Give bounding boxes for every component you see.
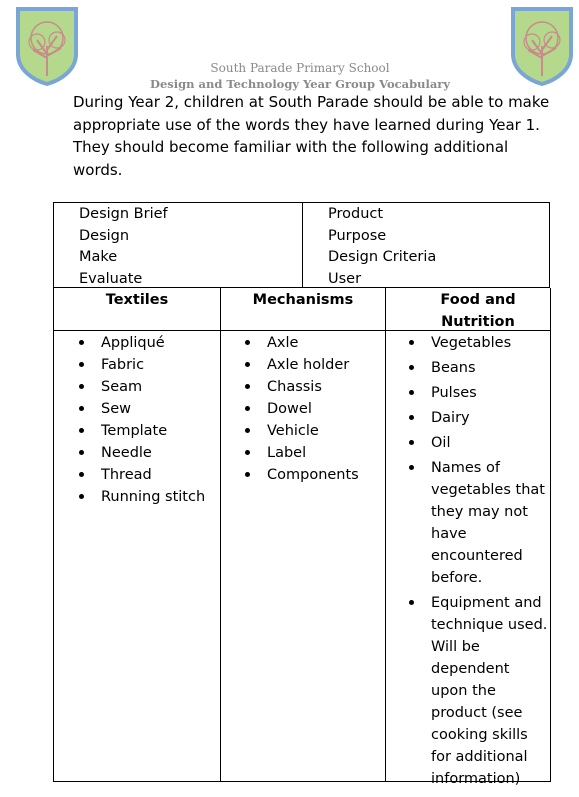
- term: Design: [79, 227, 130, 244]
- list-item: Dowel: [240, 398, 385, 420]
- term: Product: [328, 206, 384, 222]
- list-item: Axle holder: [240, 354, 385, 376]
- term: Design Brief: [79, 206, 168, 222]
- term: Purpose: [328, 227, 387, 244]
- list-item: Label: [240, 442, 385, 464]
- list-item: Seam: [74, 376, 220, 398]
- list-item: Axle: [240, 332, 385, 354]
- list-item: Pulses: [404, 382, 550, 404]
- list-item: Names of vegetables that they may not have encountered before.: [404, 457, 550, 589]
- list-item: Appliqué: [74, 332, 220, 354]
- list-item: Vegetables: [404, 332, 550, 354]
- textiles-list: [74, 332, 220, 508]
- term: User: [328, 270, 362, 287]
- list-item: Needle: [74, 442, 220, 464]
- intro-paragraph: During Year 2, children at South Parade should be able to make appropriate use of the words they have learned during Year 1. They should become familiar with the following additional words.: [73, 93, 550, 179]
- list-item: Fabric: [74, 354, 220, 376]
- food-nutrition-heading: Food and Nutrition: [440, 292, 516, 330]
- document-subtitle: Design and Technology Year Group Vocabulary: [149, 77, 451, 91]
- textiles-heading: Textiles: [105, 292, 169, 308]
- list-item: Chassis: [240, 376, 385, 398]
- mechanisms-heading: Mechanisms: [252, 292, 354, 308]
- list-item: Beans: [404, 357, 550, 379]
- design-terms-left-column: [54, 203, 303, 287]
- school-name: South Parade Primary School: [210, 61, 390, 75]
- list-item: Running stitch: [74, 486, 220, 508]
- food-nutrition-list: [404, 332, 550, 793]
- list-item: Components: [240, 464, 385, 486]
- list-item: Equipment and technique used. Will be dependent upon the product (see cooking skills for additional information): [404, 592, 550, 790]
- list-item: Template: [74, 420, 220, 442]
- term: Evaluate: [79, 270, 143, 287]
- design-terms-table: [53, 202, 550, 288]
- list-item: Thread: [74, 464, 220, 486]
- design-terms-right-column: [303, 203, 549, 287]
- list-item: Oil: [404, 432, 550, 454]
- term: Make: [79, 249, 118, 265]
- term: Design Criteria: [328, 249, 437, 265]
- vocabulary-table: [53, 288, 551, 787]
- list-item: Vehicle: [240, 420, 385, 442]
- column-divider: [220, 288, 221, 782]
- mechanisms-list: [240, 332, 385, 486]
- list-item: Sew: [74, 398, 220, 420]
- column-divider: [385, 288, 386, 782]
- list-item: Dairy: [404, 407, 550, 429]
